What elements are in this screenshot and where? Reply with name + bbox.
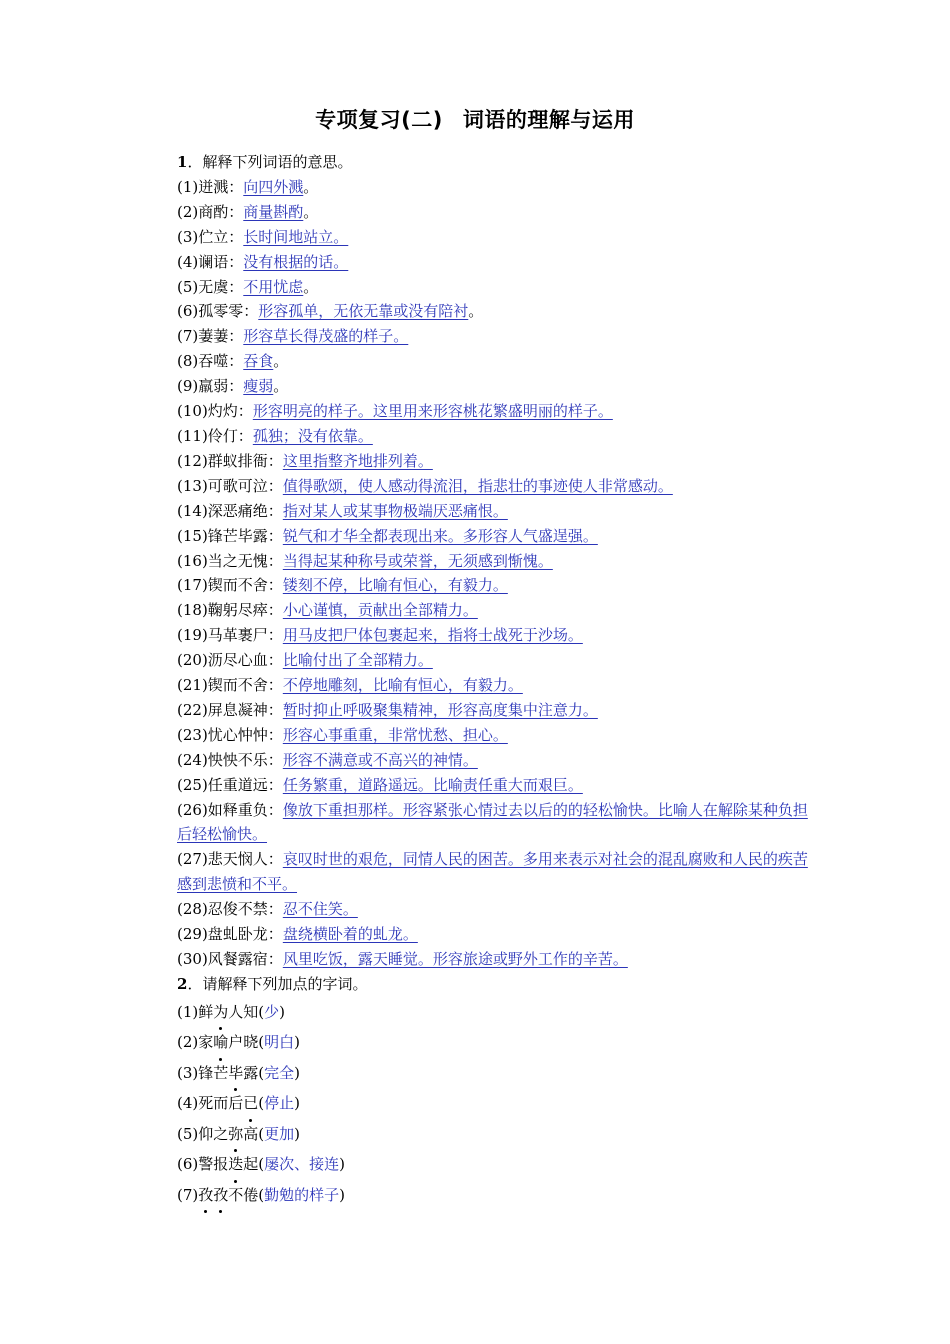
item-answer: 小心谨慎，贡献出全部精力。 (282, 601, 478, 620)
paren-open: ( (258, 1124, 265, 1143)
item-number: (29) (177, 925, 208, 944)
item-number: (3) (177, 227, 199, 246)
item-number: (7) (177, 327, 199, 346)
list-item (144, 524, 808, 549)
item-term: 伶仃： (207, 426, 253, 445)
item-number: (18) (177, 601, 208, 620)
item-number: (25) (177, 775, 208, 794)
item-term: 忧心忡忡： (207, 725, 283, 744)
list-item (144, 1058, 808, 1089)
question-prompt: ．请解释下列加点的字词。 (187, 974, 368, 993)
list-item (144, 1027, 808, 1058)
list-item (144, 847, 808, 897)
question-prompt: ．解释下列词语的意思。 (187, 153, 353, 171)
paren-open: ( (258, 1185, 265, 1204)
item-answer: 当得起某种称号或荣誉，无须感到惭愧。 (282, 551, 553, 570)
list-item (144, 673, 808, 698)
list-item (144, 947, 808, 972)
question-2-list (144, 997, 808, 1211)
item-word-pre: 死而后 (198, 1094, 244, 1113)
dotted-char: 毕 (228, 1058, 243, 1089)
item-term: 可歌可泣： (207, 476, 283, 495)
item-answer: 形容明亮的样子。这里用来形容桃花繁盛明丽的样子。 (252, 402, 613, 421)
list-item (144, 549, 808, 574)
item-number: (11) (177, 426, 208, 445)
item-term: 吞噬： (198, 352, 244, 371)
item-answer: 勤勉的样子 (264, 1185, 340, 1204)
item-tail: 。 (273, 377, 289, 396)
item-word-pre: 鲜 (198, 1002, 214, 1021)
dotted-chars (228, 1064, 243, 1082)
list-item (144, 474, 808, 499)
item-number: (2) (177, 202, 199, 221)
item-term: 灼灼： (207, 402, 253, 421)
item-number: (24) (177, 750, 208, 769)
item-number: (23) (177, 725, 208, 744)
dotted-chars (243, 1094, 258, 1112)
item-answer: 盘绕横卧着的虬龙。 (282, 925, 418, 944)
item-word-post: 露 (243, 1063, 259, 1082)
item-answer: 商量斟酌 (243, 202, 304, 221)
dotted-chars (213, 1003, 228, 1021)
item-term: 任重道远： (207, 775, 283, 794)
item-number: (26) (177, 800, 208, 819)
item-tail: 。 (468, 302, 484, 321)
list-item (144, 1088, 808, 1119)
list-item (144, 200, 808, 225)
paren-open: ( (258, 1063, 265, 1082)
item-number: (28) (177, 900, 208, 919)
list-item (144, 897, 808, 922)
item-word-post: 不倦 (228, 1185, 259, 1204)
item-answer: 没有根据的话。 (243, 252, 349, 271)
item-term: 伫立： (198, 227, 244, 246)
item-answer: 值得歌颂，使人感动得流泪，指悲壮的事迹使人非常感动。 (282, 476, 673, 495)
paren-close: ) (294, 1124, 301, 1143)
item-term: 群蚁排衙： (207, 451, 283, 470)
item-number: (8) (177, 352, 199, 371)
item-answer: 更加 (264, 1124, 295, 1143)
item-term: 当之无愧： (207, 551, 283, 570)
item-answer: 忍不住笑。 (282, 900, 358, 919)
item-number: (12) (177, 451, 208, 470)
item-tail: 。 (303, 177, 319, 196)
item-word-pre: 仰之 (198, 1124, 229, 1143)
item-number: (1) (177, 177, 199, 196)
item-term: 锲而不舍： (207, 576, 283, 595)
item-number: (10) (177, 402, 208, 421)
dotted-char: 弥 (228, 1119, 243, 1150)
item-answer: 少 (264, 1002, 280, 1021)
question-1-heading (144, 150, 808, 175)
item-term: 锲而不舍： (207, 676, 283, 695)
list-item (144, 748, 808, 773)
item-answer: 形容孤单，无依无靠或没有陪衬 (258, 302, 469, 321)
item-answer: 任务繁重，道路遥远。比喻责任重大而艰巨。 (282, 775, 583, 794)
item-answer: 不用忧虑 (243, 277, 304, 296)
item-number: (21) (177, 676, 208, 695)
item-number: (5) (177, 1124, 199, 1143)
dotted-char: 为 (213, 997, 228, 1028)
item-answer: 屡次、接连 (264, 1155, 340, 1174)
item-answer: 向四外溅 (243, 177, 304, 196)
page-title (0, 104, 950, 134)
list-item (144, 175, 808, 200)
list-item (144, 225, 808, 250)
item-term: 马革裹尸： (207, 626, 283, 645)
item-answer: 完全 (264, 1063, 295, 1082)
item-word-pre: 警报 (198, 1155, 229, 1174)
item-number: (15) (177, 526, 208, 545)
paren-open: ( (258, 1155, 265, 1174)
item-term: 商酌： (198, 202, 244, 221)
list-item (144, 1119, 808, 1150)
item-term: 无虞： (198, 277, 244, 296)
item-term: 盘虬卧龙： (207, 925, 283, 944)
item-answer: 哀叹时世的艰危，同情人民的困苦。多用来表示对社会的混乱腐败和人民的疾苦感到悲愤和不平。 (177, 850, 808, 894)
paren-open: ( (258, 1002, 265, 1021)
list-item (144, 449, 808, 474)
item-number: (4) (177, 252, 199, 271)
item-term: 孤零零： (198, 302, 259, 321)
item-term: 沥尽心血： (207, 651, 283, 670)
list-item (144, 324, 808, 349)
item-term: 羸弱： (198, 377, 244, 396)
item-answer: 形容不满意或不高兴的神情。 (282, 750, 478, 769)
list-item (144, 698, 808, 723)
list-item (144, 798, 808, 848)
dotted-char: 已 (243, 1088, 258, 1119)
item-term: 如释重负： (207, 800, 283, 819)
item-answer: 像放下重担那样。形容紧张心情过去以后的的轻松愉快。比喻人在解除某种负担后轻松愉快。 (177, 800, 808, 844)
dotted-char: 迭 (228, 1149, 243, 1180)
item-term: 迸溅： (198, 177, 244, 196)
content (144, 150, 808, 1210)
item-number: (6) (177, 1155, 199, 1174)
item-answer: 这里指整齐地排列着。 (282, 451, 433, 470)
item-word-post: 人知 (228, 1002, 259, 1021)
title-sub: 词语的理解与运用 (462, 108, 635, 132)
paren-close: ) (294, 1094, 301, 1113)
item-tail: 。 (303, 202, 319, 221)
item-term: 鞠躬尽瘁： (207, 601, 283, 620)
paren-close: ) (294, 1033, 301, 1052)
item-answer: 暂时抑止呼吸聚集精神，形容高度集中注意力。 (282, 700, 598, 719)
list-item (144, 374, 808, 399)
list-item (144, 648, 808, 673)
item-answer: 形容心事重重，非常忧愁、担心。 (282, 725, 508, 744)
item-answer: 指对某人或某事物极端厌恶痛恨。 (282, 501, 508, 520)
item-term: 萋萋： (198, 327, 244, 346)
item-answer: 用马皮把尸体包裹起来，指将士战死于沙场。 (282, 626, 583, 645)
item-answer: 孤独；没有依靠。 (252, 426, 373, 445)
list-item (144, 573, 808, 598)
item-answer: 长时间地站立。 (243, 227, 349, 246)
list-item (144, 598, 808, 623)
paren-close: ) (339, 1185, 346, 1204)
item-answer: 不停地雕刻，比喻有恒心，有毅力。 (282, 676, 523, 695)
item-tail: 。 (273, 352, 289, 371)
dotted-char: 孜 (198, 1180, 213, 1211)
item-term: 深恶痛绝： (207, 501, 283, 520)
dotted-char (198, 1186, 228, 1204)
question-number: 1 (177, 153, 188, 171)
item-answer: 比喻付出了全部精力。 (282, 651, 433, 670)
dotted-chars (228, 1155, 243, 1173)
item-number: (3) (177, 1063, 199, 1082)
item-number: (13) (177, 476, 208, 495)
dotted-chars (198, 1186, 228, 1204)
item-number: (7) (177, 1185, 199, 1204)
item-answer: 停止 (264, 1094, 295, 1113)
paren-open: ( (258, 1094, 265, 1113)
list-item (144, 1149, 808, 1180)
item-answer: 明白 (264, 1033, 295, 1052)
item-answer: 风里吃饭，露天睡觉。形容旅途或野外工作的辛苦。 (282, 950, 628, 968)
item-number: (27) (177, 850, 208, 869)
item-number: (19) (177, 626, 208, 645)
list-item (144, 399, 808, 424)
list-item (144, 499, 808, 524)
item-answer: 吞食 (243, 352, 274, 371)
list-item (144, 1180, 808, 1211)
dotted-char: 孜 (213, 1180, 228, 1211)
item-word-pre: 家 (198, 1033, 214, 1052)
list-item (144, 723, 808, 748)
paren-open: ( (258, 1033, 265, 1052)
item-answer: 瘦弱 (243, 377, 274, 396)
list-item (144, 623, 808, 648)
list-item (144, 275, 808, 300)
item-number: (17) (177, 576, 208, 595)
item-term: 忍俊不禁： (207, 900, 283, 919)
dotted-chars (228, 1125, 243, 1143)
item-number: (6) (177, 302, 199, 321)
item-number: (1) (177, 1002, 199, 1021)
item-term: 悲天悯人： (207, 850, 283, 869)
item-number: (14) (177, 501, 208, 520)
item-answer: 锐气和才华全都表现出来。多形容人气盛逞强。 (282, 526, 598, 545)
item-term: 锋芒毕露： (207, 526, 283, 545)
item-term: 怏怏不乐： (207, 750, 283, 769)
list-item (144, 424, 808, 449)
item-term: 风餐露宿： (207, 950, 283, 968)
item-answer: 形容草长得茂盛的样子。 (243, 327, 409, 346)
item-number: (22) (177, 700, 208, 719)
dotted-char: 喻 (213, 1027, 228, 1058)
question-number: 2 (177, 974, 188, 993)
list-item (144, 773, 808, 798)
item-word-post: 户晓 (228, 1033, 259, 1052)
list-item (144, 922, 808, 947)
title-main: 专项复习(二) (315, 108, 443, 132)
item-word-pre: 锋芒 (198, 1063, 229, 1082)
item-number: (30) (177, 950, 208, 968)
paren-close: ) (339, 1155, 346, 1174)
item-term: 谰语： (198, 252, 244, 271)
list-item (144, 299, 808, 324)
paren-close: ) (279, 1002, 286, 1021)
paren-close: ) (294, 1063, 301, 1082)
item-number: (16) (177, 551, 208, 570)
item-number: (20) (177, 651, 208, 670)
list-item (144, 250, 808, 275)
item-number: (4) (177, 1094, 199, 1113)
list-item (144, 349, 808, 374)
item-number: (2) (177, 1033, 199, 1052)
question-1-list (144, 175, 808, 972)
item-answer: 镂刻不停，比喻有恒心，有毅力。 (282, 576, 508, 595)
item-tail: 。 (303, 277, 319, 296)
item-word-post: 起 (243, 1155, 259, 1174)
item-number: (9) (177, 377, 199, 396)
dotted-chars (213, 1033, 228, 1051)
item-number: (5) (177, 277, 199, 296)
list-item (144, 997, 808, 1028)
item-term: 屏息凝神： (207, 700, 283, 719)
question-2-heading (144, 972, 808, 997)
item-word-post: 高 (243, 1124, 259, 1143)
